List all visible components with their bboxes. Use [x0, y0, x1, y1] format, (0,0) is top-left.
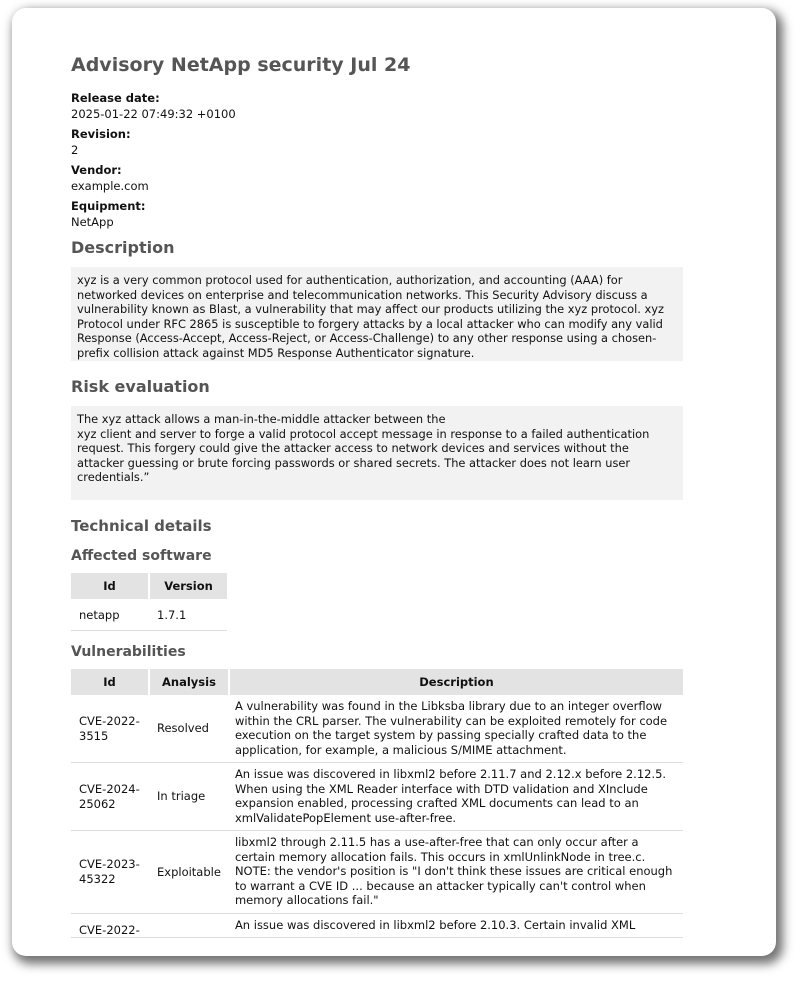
- software-version: 1.7.1: [149, 599, 227, 631]
- vulnerabilities-heading: Vulnerabilities: [71, 644, 186, 660]
- cve-description: An issue was discovered in libxml2 before 2.10.3. Certain invalid XML: [229, 913, 683, 938]
- column-header: Id: [71, 573, 149, 599]
- vendor-label: Vendor:: [71, 163, 122, 177]
- table-header-row: [71, 573, 227, 599]
- equipment-value: NetApp: [71, 215, 114, 229]
- cve-id: CVE-2022-: [71, 913, 149, 938]
- risk-box: [71, 406, 683, 500]
- column-header: Version: [149, 573, 227, 599]
- table-row: [71, 599, 227, 631]
- release-date-label: Release date:: [71, 91, 160, 105]
- revision-value: 2: [71, 143, 79, 157]
- table-header-row: [71, 669, 683, 695]
- vulnerabilities-table: [71, 669, 683, 938]
- column-header: Id: [71, 669, 149, 695]
- description-text: xyz is a very common protocol used for authentication, authorization, and accounting (AAA) for networked devices on enterprise and telecommunication networks. This Security Advisory discuss a vulnerability known as Blast, a vulnerability that may affect our products utilizing the xyz protocol. xyz Protocol under RFC 2865 is susceptible to forgery attacks by a local attacker who can modify any valid Response (Access-Accept, Access-Reject, or Access-Challenge) to any other response using a chosen-prefix collision attack against MD5 Response Authenticator signature.: [77, 273, 665, 360]
- affected-software-table: [71, 573, 227, 631]
- column-header: Analysis: [149, 669, 229, 695]
- cve-description: libxml2 through 2.11.5 has a use-after-free that can only occur after a certain memory allocation fails. This occurs in xmlUnlinkNode in tree.c. NOTE: the vendor's position is "I don't think these issues are critical enough to warrant a CVE ID ... because an attacker typically can't control when memory allocations fail.": [229, 831, 683, 914]
- advisory-page: [12, 8, 776, 956]
- analysis-status: Exploitable: [149, 831, 229, 914]
- affected-heading: Affected software: [71, 548, 212, 564]
- release-date-value: 2025-01-22 07:49:32 +0100: [71, 107, 236, 121]
- cve-description: An issue was discovered in libxml2 before 2.11.7 and 2.12.x before 2.12.5. When using the XML Reader interface with DTD validation and XInclude expansion enabled, processing crafted XML documents can lead to an xmlValidatePopElement use-after-free.: [229, 763, 683, 831]
- analysis-status: [149, 913, 229, 938]
- page-title: Advisory NetApp security Jul 24: [71, 54, 411, 76]
- analysis-status: Resolved: [149, 695, 229, 763]
- technical-heading: Technical details: [71, 517, 212, 535]
- table-row: [71, 913, 683, 938]
- risk-text: xyz client and server to forge a valid protocol accept message in response to a failed authentication request. This forgery could give the attacker access to network devices and services without the attacker guessing or brute forcing passwords or shared secrets. The attacker does not learn user credentials.”: [77, 426, 650, 484]
- cve-id: CVE-2022- 3515: [71, 695, 149, 763]
- revision-label: Revision:: [71, 127, 131, 141]
- risk-text-line1: The xyz attack allows a man-in-the-middle attacker between the: [77, 412, 446, 426]
- description-heading: Description: [71, 238, 175, 257]
- table-row: [71, 831, 683, 914]
- description-box: [71, 267, 683, 361]
- equipment-label: Equipment:: [71, 199, 146, 213]
- vendor-value: example.com: [71, 179, 149, 193]
- risk-heading: Risk evaluation: [71, 377, 210, 396]
- cve-description: A vulnerability was found in the Libksba library due to an integer overflow within the CRL parser. The vulnerability can be exploited remotely for code execution on the target system by passing specially crafted data to the application, for example, a malicious S/MIME attachment.: [229, 695, 683, 763]
- software-id: netapp: [71, 599, 149, 631]
- cve-id: CVE-2024- 25062: [71, 763, 149, 831]
- table-row: [71, 763, 683, 831]
- table-row: [71, 695, 683, 763]
- analysis-status: In triage: [149, 763, 229, 831]
- column-header: Description: [229, 669, 683, 695]
- cve-id: CVE-2023- 45322: [71, 831, 149, 914]
